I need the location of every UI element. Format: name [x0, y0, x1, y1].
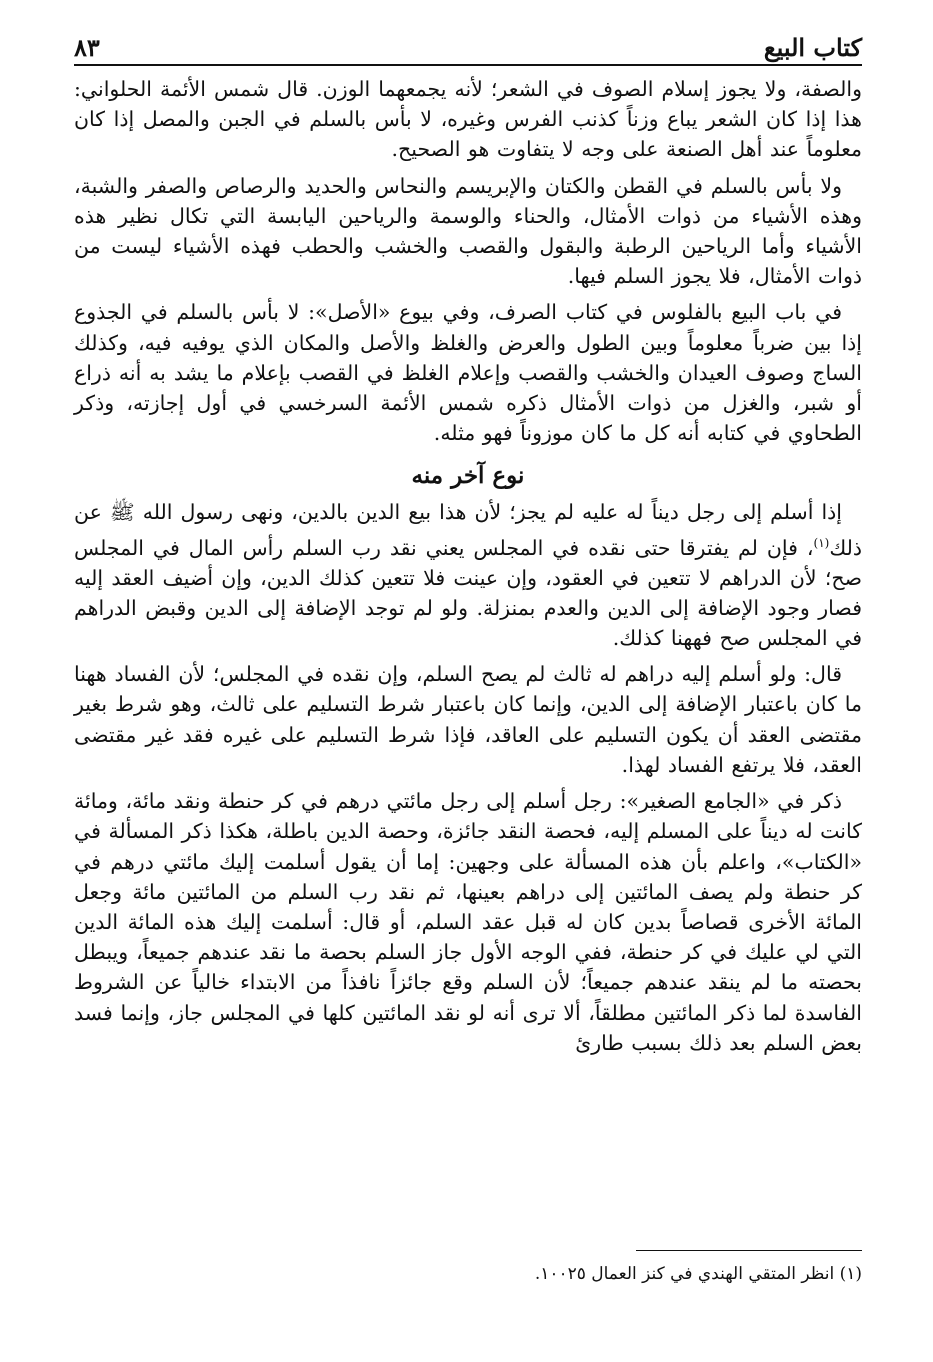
- paragraph: [74, 497, 862, 653]
- paragraph: ذكر في «الجامع الصغير»: رجل أسلم إلى رجل مائتي درهم في كر حنطة ونقد مائة، ومائة كانت له ديناً على المسلم إليه، فحصة النقد جائزة، وحصة الدين باطلة، هكذا ذكر المسألة في «الكتاب»، واعلم بأن هذه المسألة على وجهين: إما أن يقول أسلمت إليك مائتي درهم في كر حنطة ولم يصف المائتين إلى دراهم بعينها، ثم نقد رب السلم من المائتين مائة وجعل المائة الأخرى قصاصاً بدين كان له قبل عقد السلم، أو قال: أسلمت إليك هذه المائة الدين التي لي عليك في كر حنطة، ففي الوجه الأول جاز السلم بحصة ما نقد عندهم جميعاً، ويبطل بحصته ما لم ينقد عندهم جميعاً؛ لأن السلم وقع جائزاً نافذاً من الابتداء خالياً عن الشروط الفاسدة لما ذكر المائتين مطلقاً، ألا ترى أنه لو نقد المائتين كلها في المجلس جاز، وإنما فسد بعض السلم بعد ذلك بسبب طارئ: [74, 789, 862, 1055]
- paragraph-text: ، فإن لم يفترقا حتى نقده في المجلس يعني نقد رب السلم رأس المال في المجلس صح؛ لأن الدراهم لا تتعين في العقود، وإن عينت فلا تتعين كذلك الدين، وإن أضيف العقد إليه فصار وجود الإضافة إلى الدين والعدم بمنزلة. ولو لم توجد الإضافة إلى الدين وقبض الدراهم في المجلس صح فههنا كذلك.: [74, 535, 862, 651]
- main-text: [74, 74, 862, 1058]
- page-header: [74, 22, 862, 66]
- page-number: ٨٣: [74, 33, 100, 62]
- running-title: كتاب البيع: [763, 33, 862, 62]
- book-page: [74, 22, 862, 1284]
- paragraph: والصفة، ولا يجوز إسلام الصوف في الشعر؛ لأنه يجمعهما الوزن. قال شمس الأئمة الحلواني: هذا إذا كان الشعر يباع وزناً كذنب الفرس وغيره، لا بأس بالسلم في الجبن والمصل إذا كان معلوماً عند أهل الصنعة على وجه لا يتفاوت هو الصحيح.: [74, 77, 862, 162]
- paragraph: ولا بأس بالسلم في القطن والكتان والإبريسم والنحاس والحديد والرصاص والصفر والشبة، وهذه الأشياء من ذوات الأمثال، والحناء والوسمة والرياحين اليابسة التي تكال نظير هذه الأشياء وأما الرياحين الرطبة والبقول والقصب والخشب والحطب فهذه الأشياء ليست من ذوات الأمثال، فلا يجوز السلم فيها.: [74, 173, 862, 289]
- footnote-divider: [636, 1250, 862, 1251]
- footnote-marker[interactable]: (١): [813, 535, 830, 550]
- paragraph: في باب البيع بالفلوس في كتاب الصرف، وفي بيوع «الأصل»: لا بأس بالسلم في الجذوع إذا بين ضرباً معلوماً وبين الطول والعرض والغلظ والأصل والمكان الذي يوفيه فيه، وكذلك الساج وصوف العيدان والخشب والقصب وإعلام الغلظ في القصب بإعلام ما يشد به أنه ذراع أو شبر، والغزل من ذوات الأمثال ذكره شمس الأئمة السرخسي في أول إجازته، وذكر الطحاوي في كتابه أنه كل ما كان موزوناً فهو مثله.: [74, 300, 862, 446]
- footnote: (١) انظر المتقي الهندي في كنز العمال ١٠٠٢٥.: [534, 1264, 862, 1284]
- section-heading: نوع آخر منه: [411, 462, 525, 490]
- paragraph: قال: ولو أسلم إليه دراهم له ثالث لم يصح السلم، وإن نقده في المجلس؛ لأن الفساد ههنا ما كان باعتبار الإضافة إلى الدين، وإنما كان باعتبار شرط التسليم على ثالث، وهو شرط بغير مقتضى العقد أن يكون التسليم على العاقد، فإذا شرط التسليم على غيره فقد غير مقتضى العقد، فلا يرتفع الفساد لهذا.: [74, 662, 862, 777]
- paragraph-text: إذا أسلم إلى رجل ديناً له عليه لم يجز؛ لأن هذا بيع الدين بالدين، ونهى رسول الله ﷺ عن ذلك: [74, 500, 862, 560]
